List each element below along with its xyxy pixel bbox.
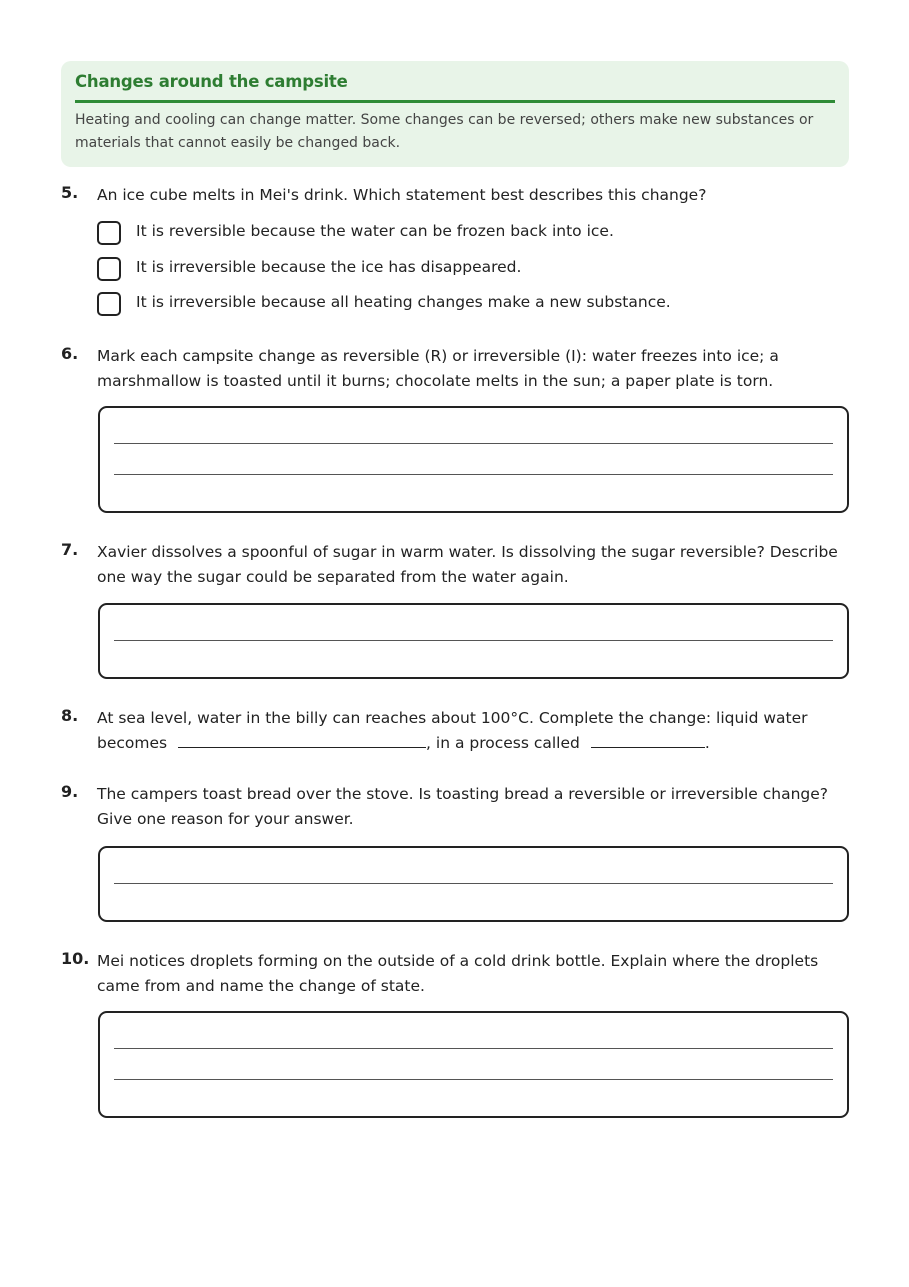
- question-9: [61, 782, 851, 834]
- question-number: 8.: [61, 706, 79, 725]
- answer-box-7[interactable]: [98, 603, 849, 679]
- fill-blank-process[interactable]: [591, 731, 705, 748]
- checkbox[interactable]: [97, 292, 121, 316]
- question-number: 6.: [61, 344, 79, 363]
- question-text: Mei notices droplets forming on the outside of a cold drink bottle. Explain where the droplets came from and name the change of state.: [97, 952, 819, 995]
- question-number: 5.: [61, 183, 79, 202]
- answer-line: [114, 1048, 833, 1049]
- question-5: [61, 183, 851, 323]
- option-label: It is irreversible because the ice has disappeared.: [136, 258, 522, 276]
- answer-line: [114, 883, 833, 884]
- intro-text: Heating and cooling can change matter. Some changes can be reversed; others make new substances or materials that cannot easily be changed back.: [75, 112, 814, 151]
- answer-box-10[interactable]: [98, 1011, 849, 1118]
- question-text-line1: At sea level, water in the billy can reaches about 100°C. Complete the change: liquid water: [97, 709, 808, 727]
- answer-box-9[interactable]: [98, 846, 849, 922]
- option-label: It is reversible because the water can be frozen back into ice.: [136, 222, 614, 240]
- answer-line: [114, 443, 833, 444]
- question-text-part1: becomes: [97, 734, 168, 752]
- question-number: 7.: [61, 540, 79, 559]
- answer-line: [114, 1079, 833, 1080]
- question-6: [61, 344, 851, 396]
- question-7: [61, 540, 851, 592]
- answer-line: [114, 474, 833, 475]
- answer-line: [114, 640, 833, 641]
- title-divider: [75, 100, 835, 103]
- question-text: [97, 706, 851, 756]
- checkbox[interactable]: [97, 257, 121, 281]
- question-8: [61, 706, 851, 758]
- fill-blank-state[interactable]: [178, 731, 426, 748]
- checkbox[interactable]: [97, 221, 121, 245]
- answer-box-6[interactable]: [98, 406, 849, 513]
- intro-panel: [61, 61, 849, 167]
- question-10: [61, 949, 851, 1001]
- question-text: Xavier dissolves a spoonful of sugar in warm water. Is dissolving the sugar reversible? Describe one way the sugar could be separated from the water again.: [97, 543, 838, 586]
- question-text: An ice cube melts in Mei's drink. Which statement best describes this change?: [97, 186, 707, 204]
- question-number: 9.: [61, 782, 79, 801]
- question-text: The campers toast bread over the stove. Is toasting bread a reversible or irreversible change? Give one reason for your answer.: [97, 785, 829, 828]
- question-text-part2: , in a process called: [426, 734, 580, 752]
- question-text-part3: .: [704, 734, 710, 752]
- option-label: It is irreversible because all heating changes make a new substance.: [136, 293, 671, 311]
- question-text: Mark each campsite change as reversible (R) or irreversible (I): water freezes into ice; a marshmallow is toasted until it burns; chocolate melts in the sun; a paper plate is torn.: [97, 347, 779, 390]
- section-title: Changes around the campsite: [75, 72, 348, 91]
- question-number: 10.: [61, 949, 90, 968]
